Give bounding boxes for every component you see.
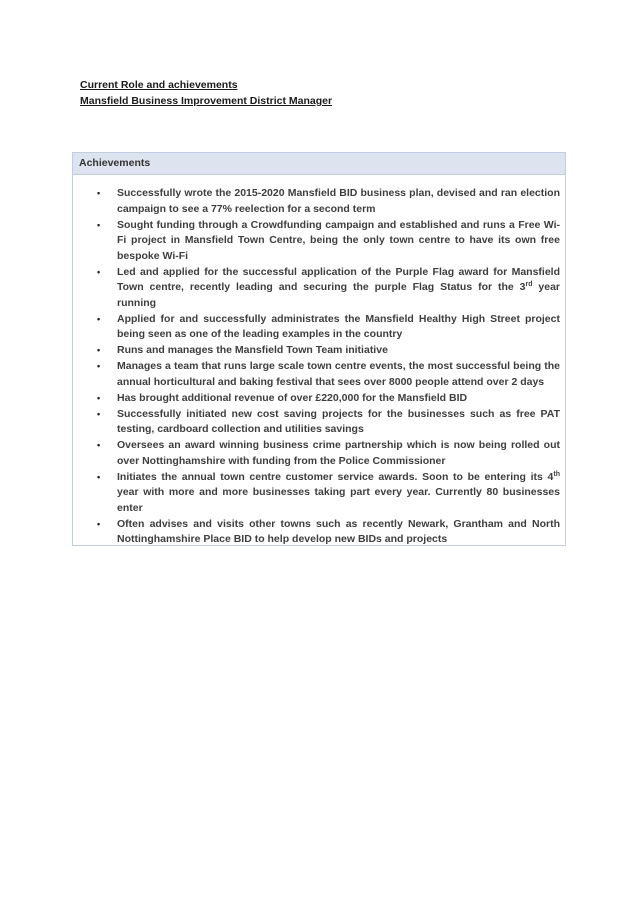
bullet-icon: • xyxy=(97,345,101,355)
achievements-table xyxy=(72,152,566,546)
list-item xyxy=(73,359,560,390)
achievements-header: Achievements xyxy=(73,153,565,175)
bullet-icon: • xyxy=(97,266,101,277)
bullet-icon: • xyxy=(97,188,101,198)
list-item xyxy=(73,265,560,312)
list-item-text: Often advises and visits other towns such as recently Newark, Grantham and North Nottinghamshire Place BID to help develop new BIDs and projects xyxy=(117,517,560,545)
list-item-text: Applied for and successfully administrates the Mansfield Healthy High Street project being seen as one of the leading examples in the country xyxy=(117,312,560,340)
list-item-text: Oversees an award winning business crime partnership which is now being rolled out over Nottinghamshire with funding from the Police Commissioner xyxy=(117,439,560,467)
list-item xyxy=(73,470,560,517)
list-item-text: Manages a team that runs large scale town centre events, the most successful being the annual horticultural and baking festival that sees over 8000 people attend over 2 days xyxy=(117,360,560,388)
bullet-icon: • xyxy=(97,392,101,403)
section-heading: Current Role and achievements xyxy=(80,79,238,91)
list-item xyxy=(73,343,560,359)
list-item xyxy=(73,186,560,217)
bullet-icon: • xyxy=(97,518,101,529)
job-title-heading: Mansfield Business Improvement District Manager xyxy=(80,95,333,107)
list-item-text: Successfully wrote the 2015-2020 Mansfield BID business plan, devised and ran election campaign to see a 77% reelection for a second term xyxy=(117,187,560,215)
bullet-icon: • xyxy=(97,361,101,371)
list-item-text: Successfully initiated new cost saving projects for the businesses such as free PAT testing, cardboard collection and utilities savings xyxy=(117,407,560,435)
list-item-text: Has brought additional revenue of over £220,000 for the Mansfield BID xyxy=(117,391,468,404)
list-item xyxy=(73,218,560,265)
ordinal-suffix: rd xyxy=(525,281,533,288)
bullet-icon: • xyxy=(97,471,101,482)
bullet-icon: • xyxy=(97,313,101,324)
list-item xyxy=(73,312,560,343)
list-item xyxy=(73,517,560,548)
list-item xyxy=(73,407,560,438)
list-item-text: Initiates the annual town centre customer service awards. Soon to be entering its 4th year with more and more businesses taking part every year. Currently 80 businesses enter xyxy=(117,470,560,514)
bullet-icon: • xyxy=(97,219,101,230)
list-item-text: Runs and manages the Mansfield Town Team initiative xyxy=(117,344,388,356)
list-item-text: Led and applied for the successful application of the Purple Flag award for Mansfield Town centre, recently leading and securing the purple Flag Status for the 3rd year running xyxy=(117,265,560,309)
bullet-icon: • xyxy=(97,408,101,419)
ordinal-suffix: th xyxy=(553,470,560,478)
list-item xyxy=(73,438,560,469)
list-item xyxy=(73,391,560,407)
list-item-text: Sought funding through a Crowdfunding campaign and established and runs a Free Wi-Fi project in Mansfield Town Centre, being the only town centre to have its own free bespoke Wi-Fi xyxy=(117,218,560,262)
achievements-list xyxy=(73,175,565,548)
bullet-icon: • xyxy=(97,440,101,450)
